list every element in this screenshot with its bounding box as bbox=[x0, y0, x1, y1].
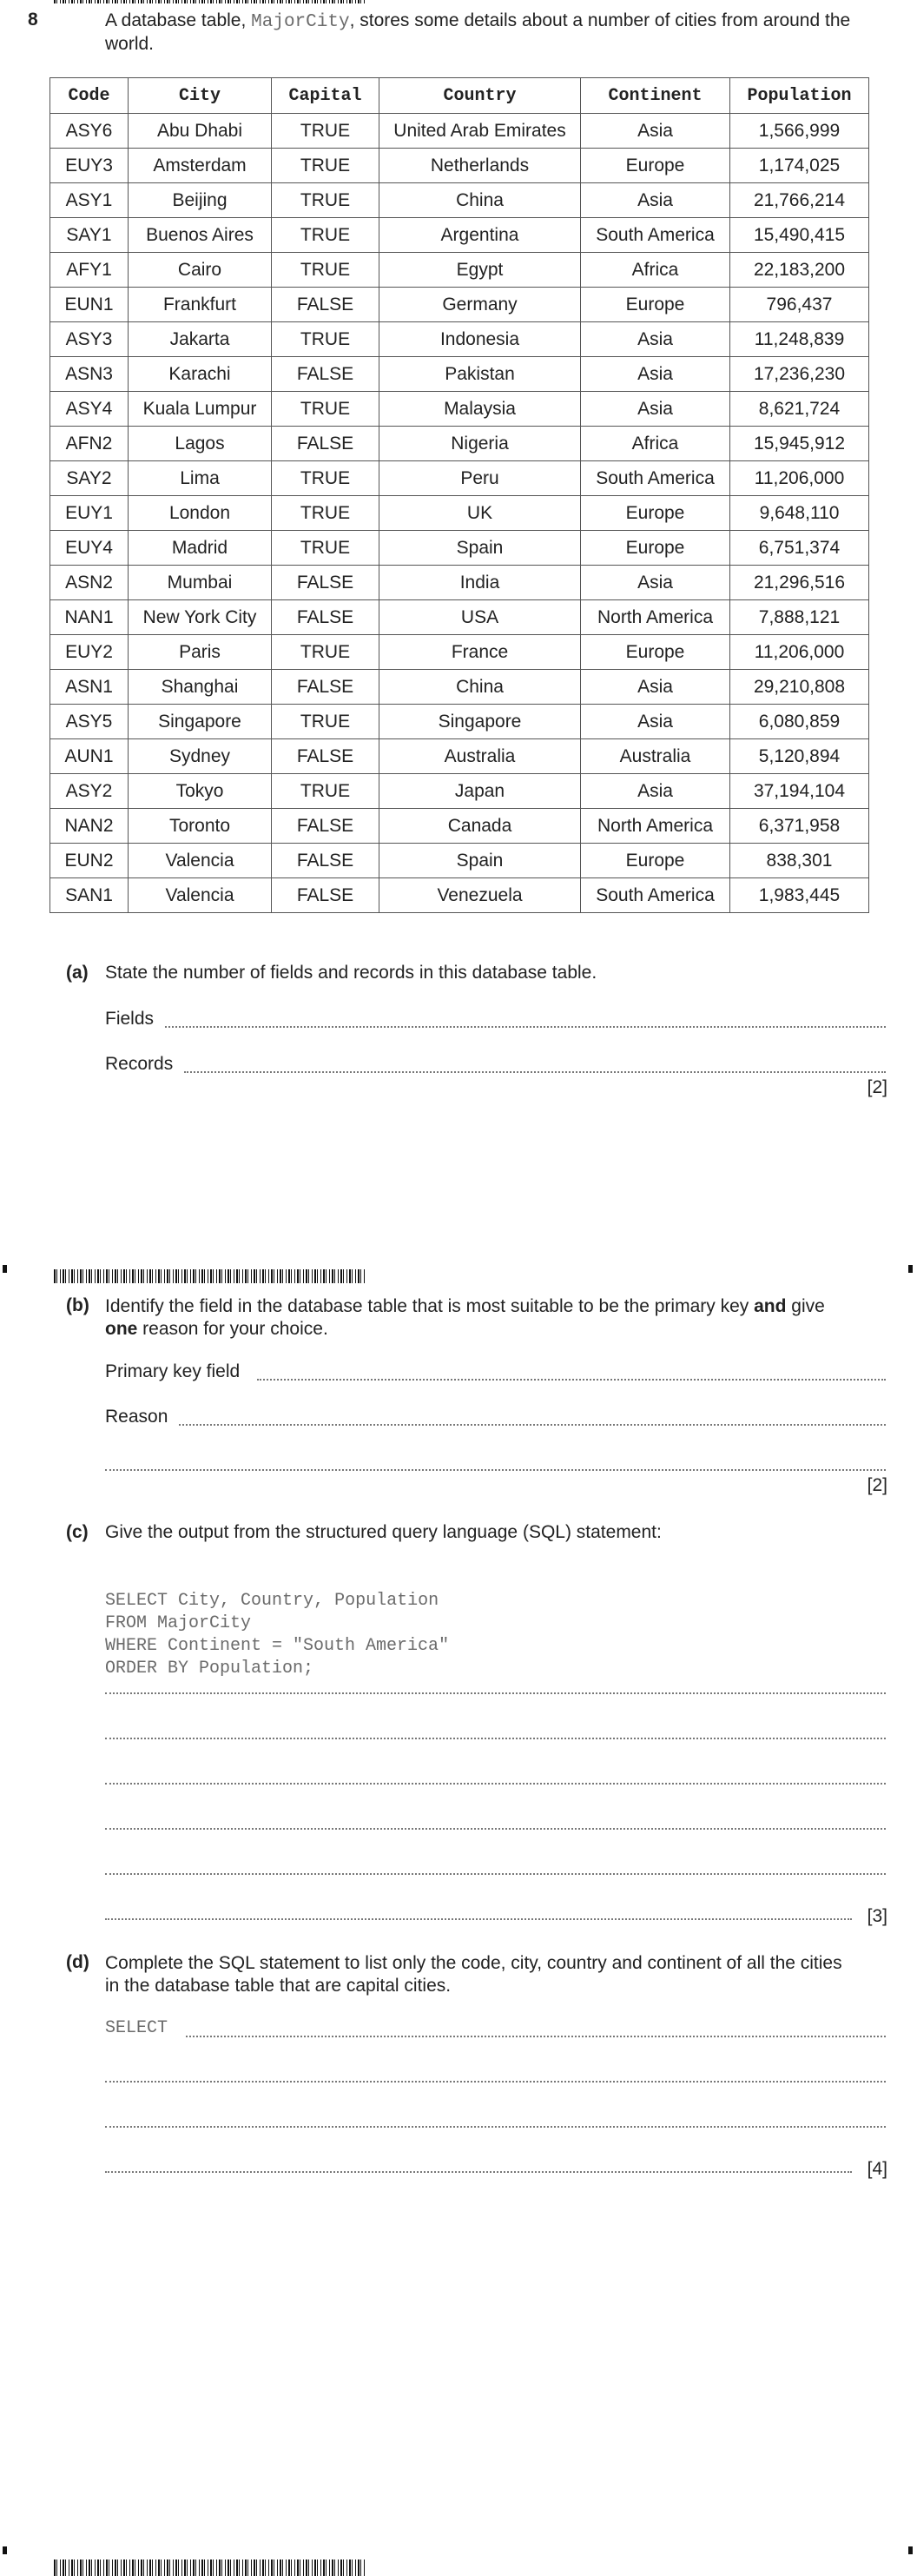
table-cell: EUY1 bbox=[50, 496, 129, 531]
part-c-answer-line-2[interactable] bbox=[105, 1738, 886, 1739]
table-cell: TRUE bbox=[272, 114, 379, 149]
table-cell: ASY5 bbox=[50, 705, 129, 739]
part-b-text-1: Identify the field in the database table that is most suitable to be the primary key bbox=[105, 1296, 755, 1316]
table-cell: 6,751,374 bbox=[730, 531, 869, 566]
table-cell: Africa bbox=[581, 427, 730, 461]
table-cell: EUY4 bbox=[50, 531, 129, 566]
table-cell: Canada bbox=[379, 809, 581, 844]
table-cell: 15,945,912 bbox=[730, 427, 869, 461]
table-cell: New York City bbox=[129, 600, 272, 635]
table-cell: ASY1 bbox=[50, 183, 129, 218]
table-row bbox=[50, 670, 869, 705]
majorcity-table bbox=[49, 77, 869, 913]
sql-sep-1: , bbox=[220, 1591, 241, 1611]
table-cell: 11,248,839 bbox=[730, 322, 869, 357]
table-cell: Europe bbox=[581, 149, 730, 183]
table-cell: TRUE bbox=[272, 531, 379, 566]
table-cell: TRUE bbox=[272, 253, 379, 288]
table-cell: FALSE bbox=[272, 844, 379, 878]
table-row bbox=[50, 288, 869, 322]
table-cell: Malaysia bbox=[379, 392, 581, 427]
part-b-text-2: give bbox=[786, 1296, 825, 1316]
part-b-bold-and: and bbox=[754, 1296, 787, 1316]
table-cell: SAN1 bbox=[50, 878, 129, 913]
table-cell: Germany bbox=[379, 288, 581, 322]
table-cell: India bbox=[379, 566, 581, 600]
part-c-answer-line-4[interactable] bbox=[105, 1828, 886, 1830]
part-b-label: (b) bbox=[66, 1295, 89, 1315]
table-cell: South America bbox=[581, 878, 730, 913]
sql-col-country: Country bbox=[241, 1591, 314, 1611]
table-cell: Europe bbox=[581, 635, 730, 670]
table-cell: TRUE bbox=[272, 461, 379, 496]
table-cell: ASY6 bbox=[50, 114, 129, 149]
table-row bbox=[50, 635, 869, 670]
table-cell: TRUE bbox=[272, 705, 379, 739]
table-cell: Singapore bbox=[379, 705, 581, 739]
header-continent: Continent bbox=[581, 78, 730, 114]
table-cell: AFY1 bbox=[50, 253, 129, 288]
table-cell: FALSE bbox=[272, 566, 379, 600]
records-label: Records bbox=[105, 1054, 174, 1074]
table-cell: TRUE bbox=[272, 774, 379, 809]
table-cell: Lagos bbox=[129, 427, 272, 461]
table-cell: AFN2 bbox=[50, 427, 129, 461]
table-cell: Egypt bbox=[379, 253, 581, 288]
sql-sep-2: , bbox=[313, 1591, 335, 1611]
primary-key-label: Primary key field bbox=[105, 1361, 241, 1381]
table-cell: Beijing bbox=[129, 183, 272, 218]
header-capital: Capital bbox=[272, 78, 379, 114]
table-cell: 9,648,110 bbox=[730, 496, 869, 531]
table-cell: 15,490,415 bbox=[730, 218, 869, 253]
table-cell: 37,194,104 bbox=[730, 774, 869, 809]
table-cell: Buenos Aires bbox=[129, 218, 272, 253]
table-cell: North America bbox=[581, 809, 730, 844]
table-cell: Indonesia bbox=[379, 322, 581, 357]
table-cell: EUY2 bbox=[50, 635, 129, 670]
table-cell: Asia bbox=[581, 774, 730, 809]
bottom-barcode bbox=[54, 2559, 366, 2576]
table-cell: China bbox=[379, 670, 581, 705]
part-d-marks: [4] bbox=[867, 2159, 887, 2179]
table-cell: TRUE bbox=[272, 322, 379, 357]
table-row bbox=[50, 878, 869, 913]
page-marker-right bbox=[908, 1265, 913, 1273]
sql-statement bbox=[105, 1567, 449, 1680]
table-cell: TRUE bbox=[272, 635, 379, 670]
table-cell: Europe bbox=[581, 288, 730, 322]
table-cell: Europe bbox=[581, 844, 730, 878]
table-row bbox=[50, 218, 869, 253]
table-row bbox=[50, 322, 869, 357]
reason-answer-line[interactable] bbox=[179, 1424, 886, 1426]
table-cell: United Arab Emirates bbox=[379, 114, 581, 149]
table-cell: Asia bbox=[581, 392, 730, 427]
table-cell: Mumbai bbox=[129, 566, 272, 600]
table-cell: EUN2 bbox=[50, 844, 129, 878]
reason-answer-line-2[interactable] bbox=[105, 1469, 886, 1471]
table-cell: Netherlands bbox=[379, 149, 581, 183]
table-cell: TRUE bbox=[272, 496, 379, 531]
table-cell: Shanghai bbox=[129, 670, 272, 705]
table-cell: Toronto bbox=[129, 809, 272, 844]
question-intro bbox=[105, 10, 891, 55]
part-b-bold-one: one bbox=[105, 1319, 138, 1339]
table-cell: NAN2 bbox=[50, 809, 129, 844]
part-d-select-keyword: SELECT bbox=[105, 2018, 168, 2038]
sql-col-population: Population bbox=[334, 1591, 439, 1611]
table-cell: 1,566,999 bbox=[730, 114, 869, 149]
part-d-text-line1: Complete the SQL statement to list only the code, city, country and continent of all the cities bbox=[105, 1953, 842, 1973]
table-cell: Valencia bbox=[129, 878, 272, 913]
sql-select-keyword: SELECT bbox=[105, 1591, 179, 1611]
part-d-text-line2: in the database table that are capital cities. bbox=[105, 1976, 452, 1996]
table-cell: Abu Dhabi bbox=[129, 114, 272, 149]
table-cell: Tokyo bbox=[129, 774, 272, 809]
part-a-text: State the number of fields and records in this database table. bbox=[105, 963, 597, 983]
table-cell: TRUE bbox=[272, 392, 379, 427]
part-a-marks: [2] bbox=[867, 1077, 887, 1097]
part-d-answer-line-3[interactable] bbox=[105, 2126, 886, 2128]
table-row bbox=[50, 844, 869, 878]
table-cell: ASN3 bbox=[50, 357, 129, 392]
sql-orderby-line: ORDER BY Population; bbox=[105, 1659, 314, 1679]
table-row bbox=[50, 809, 869, 844]
table-cell: 11,206,000 bbox=[730, 461, 869, 496]
intro-text-before: A database table, bbox=[105, 10, 252, 30]
table-cell: FALSE bbox=[272, 357, 379, 392]
part-c-answer-line-1[interactable] bbox=[105, 1692, 886, 1694]
header-population: Population bbox=[730, 78, 869, 114]
table-header-row bbox=[50, 78, 869, 114]
table-row bbox=[50, 253, 869, 288]
table-cell: Madrid bbox=[129, 531, 272, 566]
page-marker-bottom-right bbox=[908, 2546, 913, 2554]
table-cell: 21,296,516 bbox=[730, 566, 869, 600]
table-row bbox=[50, 149, 869, 183]
table-cell: TRUE bbox=[272, 149, 379, 183]
part-d-answer-line-4[interactable] bbox=[105, 2171, 852, 2173]
table-cell: Peru bbox=[379, 461, 581, 496]
part-a-label: (a) bbox=[66, 963, 89, 983]
table-row bbox=[50, 705, 869, 739]
part-c-label: (c) bbox=[66, 1522, 89, 1542]
table-cell: South America bbox=[581, 461, 730, 496]
part-c-answer-line-6[interactable] bbox=[105, 1918, 852, 1920]
table-cell: 838,301 bbox=[730, 844, 869, 878]
table-cell: Amsterdam bbox=[129, 149, 272, 183]
table-cell: Paris bbox=[129, 635, 272, 670]
table-cell: Japan bbox=[379, 774, 581, 809]
part-b-marks: [2] bbox=[867, 1475, 887, 1495]
primary-key-answer-line[interactable] bbox=[257, 1379, 886, 1381]
table-cell: FALSE bbox=[272, 878, 379, 913]
intro-text-line2: world. bbox=[105, 34, 155, 54]
table-cell: Sydney bbox=[129, 739, 272, 774]
table-cell: SAY1 bbox=[50, 218, 129, 253]
table-cell: ASN1 bbox=[50, 670, 129, 705]
table-cell: Africa bbox=[581, 253, 730, 288]
table-cell: 29,210,808 bbox=[730, 670, 869, 705]
part-d-answer-line-1[interactable] bbox=[186, 2036, 886, 2037]
table-row bbox=[50, 392, 869, 427]
part-c-answer-line-5[interactable] bbox=[105, 1873, 886, 1875]
table-cell: 796,437 bbox=[730, 288, 869, 322]
table-cell: London bbox=[129, 496, 272, 531]
table-cell: NAN1 bbox=[50, 600, 129, 635]
table-cell: China bbox=[379, 183, 581, 218]
part-d-answer-line-2[interactable] bbox=[105, 2081, 886, 2083]
table-row bbox=[50, 183, 869, 218]
table-cell: ASY2 bbox=[50, 774, 129, 809]
table-row bbox=[50, 774, 869, 809]
table-cell: ASY3 bbox=[50, 322, 129, 357]
question-number: 8 bbox=[28, 10, 38, 30]
table-cell: 1,983,445 bbox=[730, 878, 869, 913]
table-row bbox=[50, 739, 869, 774]
table-cell: Venezuela bbox=[379, 878, 581, 913]
table-cell: Argentina bbox=[379, 218, 581, 253]
table-cell: Kuala Lumpur bbox=[129, 392, 272, 427]
table-cell: 5,120,894 bbox=[730, 739, 869, 774]
part-c-text: Give the output from the structured query language (SQL) statement: bbox=[105, 1522, 662, 1542]
part-b-text bbox=[105, 1295, 891, 1341]
table-cell: Asia bbox=[581, 670, 730, 705]
table-row bbox=[50, 357, 869, 392]
header-code: Code bbox=[50, 78, 129, 114]
intro-text-after: , stores some details about a number of cities from around the bbox=[349, 10, 851, 30]
table-name: MajorCity bbox=[251, 12, 350, 32]
table-cell: Asia bbox=[581, 322, 730, 357]
table-cell: 6,080,859 bbox=[730, 705, 869, 739]
table-cell: UK bbox=[379, 496, 581, 531]
sql-col-city: City bbox=[178, 1591, 221, 1611]
table-cell: USA bbox=[379, 600, 581, 635]
top-barcode bbox=[54, 0, 366, 3]
page-marker-left bbox=[3, 1265, 7, 1273]
table-cell: EUN1 bbox=[50, 288, 129, 322]
header-country: Country bbox=[379, 78, 581, 114]
table-cell: FALSE bbox=[272, 288, 379, 322]
table-cell: Asia bbox=[581, 566, 730, 600]
table-cell: TRUE bbox=[272, 183, 379, 218]
table-row bbox=[50, 496, 869, 531]
table-row bbox=[50, 566, 869, 600]
records-answer-line[interactable] bbox=[184, 1071, 886, 1073]
fields-answer-line[interactable] bbox=[165, 1026, 886, 1028]
table-cell: FALSE bbox=[272, 739, 379, 774]
table-cell: SAY2 bbox=[50, 461, 129, 496]
table-row bbox=[50, 114, 869, 149]
table-cell: 7,888,121 bbox=[730, 600, 869, 635]
table-cell: Lima bbox=[129, 461, 272, 496]
table-cell: Frankfurt bbox=[129, 288, 272, 322]
header-city: City bbox=[129, 78, 272, 114]
fields-label: Fields bbox=[105, 1009, 155, 1029]
table-cell: Asia bbox=[581, 705, 730, 739]
table-cell: Australia bbox=[581, 739, 730, 774]
table-cell: EUY3 bbox=[50, 149, 129, 183]
table-cell: Singapore bbox=[129, 705, 272, 739]
table-cell: 22,183,200 bbox=[730, 253, 869, 288]
table-cell: FALSE bbox=[272, 427, 379, 461]
table-cell: Europe bbox=[581, 531, 730, 566]
table-cell: Spain bbox=[379, 531, 581, 566]
part-c-marks: [3] bbox=[867, 1906, 887, 1926]
reason-label: Reason bbox=[105, 1407, 168, 1427]
table-cell: ASY4 bbox=[50, 392, 129, 427]
part-c-answer-line-3[interactable] bbox=[105, 1783, 886, 1785]
part-d-label: (d) bbox=[66, 1952, 89, 1972]
table-cell: South America bbox=[581, 218, 730, 253]
table-cell: FALSE bbox=[272, 600, 379, 635]
part-d-text bbox=[105, 1952, 891, 1997]
table-cell: Pakistan bbox=[379, 357, 581, 392]
table-cell: Asia bbox=[581, 114, 730, 149]
table-cell: Jakarta bbox=[129, 322, 272, 357]
table-cell: FALSE bbox=[272, 670, 379, 705]
table-cell: 6,371,958 bbox=[730, 809, 869, 844]
part-b-text-3: reason for your choice. bbox=[137, 1319, 328, 1339]
table-cell: North America bbox=[581, 600, 730, 635]
table-row bbox=[50, 531, 869, 566]
table-cell: Europe bbox=[581, 496, 730, 531]
table-cell: Asia bbox=[581, 183, 730, 218]
table-cell: 17,236,230 bbox=[730, 357, 869, 392]
table-body bbox=[50, 114, 869, 913]
table-cell: Spain bbox=[379, 844, 581, 878]
table-cell: 1,174,025 bbox=[730, 149, 869, 183]
table-cell: Australia bbox=[379, 739, 581, 774]
table-cell: 11,206,000 bbox=[730, 635, 869, 670]
table-cell: ASN2 bbox=[50, 566, 129, 600]
table-cell: 21,766,214 bbox=[730, 183, 869, 218]
sql-from-line: FROM MajorCity bbox=[105, 1613, 252, 1633]
table-cell: TRUE bbox=[272, 218, 379, 253]
page-marker-bottom-left bbox=[3, 2546, 7, 2554]
table-cell: Nigeria bbox=[379, 427, 581, 461]
table-cell: Karachi bbox=[129, 357, 272, 392]
table-cell: AUN1 bbox=[50, 739, 129, 774]
table-cell: Asia bbox=[581, 357, 730, 392]
table-cell: France bbox=[379, 635, 581, 670]
table-cell: 8,621,724 bbox=[730, 392, 869, 427]
mid-barcode bbox=[54, 1269, 366, 1283]
table-row bbox=[50, 461, 869, 496]
table-cell: Cairo bbox=[129, 253, 272, 288]
table-row bbox=[50, 427, 869, 461]
table-cell: FALSE bbox=[272, 809, 379, 844]
table-row bbox=[50, 600, 869, 635]
sql-where-line: WHERE Continent = "South America" bbox=[105, 1636, 450, 1656]
table-cell: Valencia bbox=[129, 844, 272, 878]
